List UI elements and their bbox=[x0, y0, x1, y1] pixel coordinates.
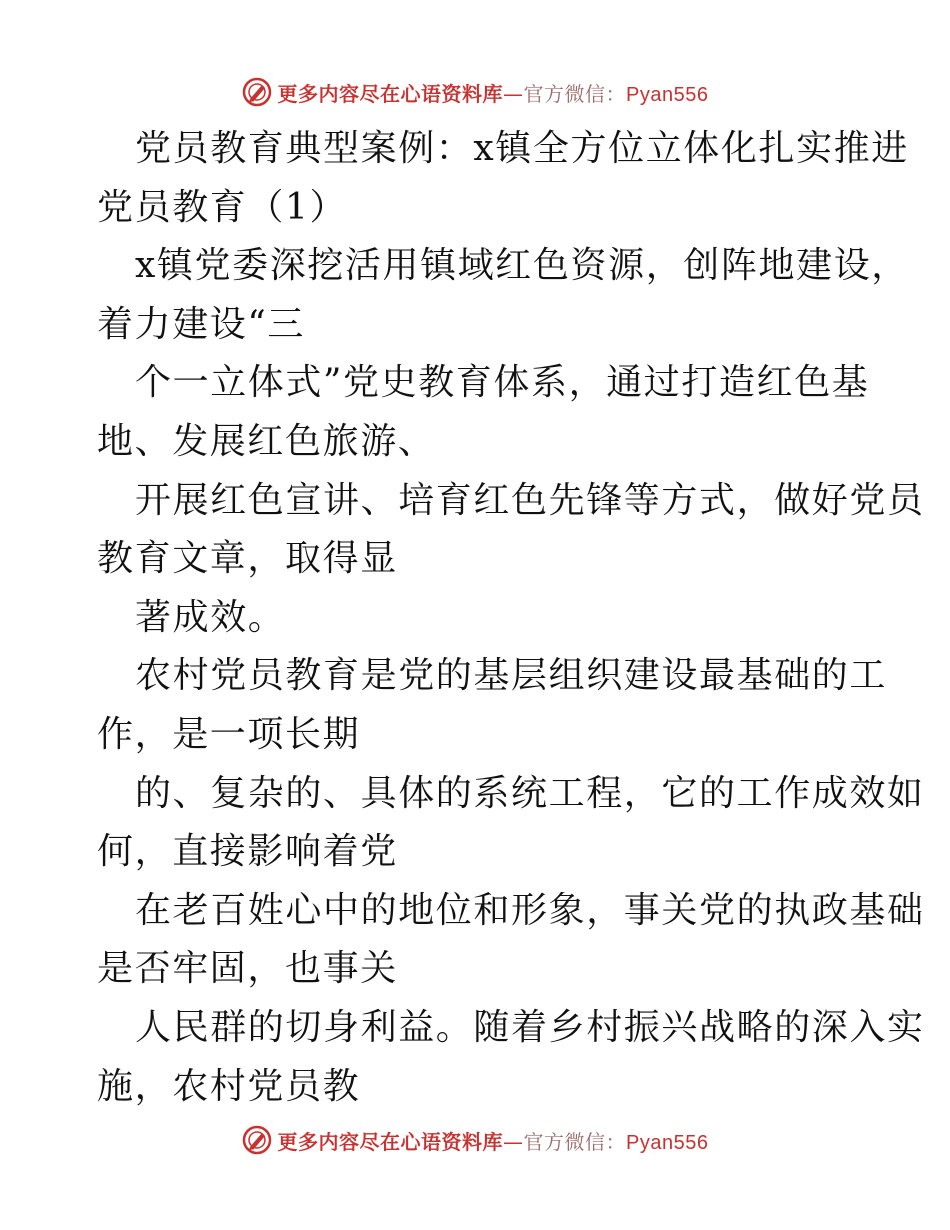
doc-line: 开展红色宣讲、培育红色先锋等方式，做好党员 bbox=[135, 479, 925, 521]
pen-logo-icon bbox=[242, 1125, 272, 1155]
doc-line: 农村党员教育是党的基层组织建设最基础的工 bbox=[135, 655, 888, 697]
watermark-dash: — bbox=[503, 1129, 524, 1154]
doc-line: 教育文章，取得显 bbox=[97, 538, 398, 580]
doc-title-line-2: 党员教育（1） bbox=[97, 186, 348, 228]
doc-line: 在老百姓心中的地位和形象，事关党的执政基础 bbox=[135, 889, 925, 931]
doc-line: 何，直接影响着党 bbox=[97, 831, 398, 873]
doc-line: 著成效。 bbox=[135, 596, 286, 638]
doc-line: 人民群的切身利益。随着乡村振兴战略的深入实 bbox=[135, 1006, 925, 1048]
doc-line: 作，是一项长期 bbox=[97, 713, 361, 755]
footer-watermark bbox=[0, 1120, 950, 1160]
document-body bbox=[97, 120, 925, 1116]
watermark-wechat-label: 官方微信： bbox=[523, 81, 627, 106]
watermark-wechat-id: Pyan556 bbox=[626, 83, 709, 106]
watermark-brand: 更多内容尽在心语资料库 bbox=[277, 81, 504, 106]
watermark-dash: — bbox=[503, 81, 524, 106]
doc-line: 施，农村党员教 bbox=[97, 1065, 361, 1107]
doc-line: 着力建设“三 bbox=[97, 303, 306, 345]
doc-line: 地、发展红色旅游、 bbox=[97, 420, 436, 462]
header-watermark bbox=[0, 72, 950, 112]
watermark-wechat-id: Pyan556 bbox=[626, 1131, 709, 1154]
pen-logo-icon bbox=[242, 77, 272, 107]
watermark-wechat-label: 官方微信： bbox=[523, 1129, 627, 1154]
doc-line: 个一立体式”党史教育体系，通过打造红色基 bbox=[135, 362, 870, 404]
doc-line: x镇党委深挖活用镇域红色资源，创阵地建设， bbox=[135, 245, 909, 287]
doc-title-line-1: 党员教育典型案例：x镇全方位立体化扎实推进 bbox=[135, 128, 909, 169]
doc-line: 的、复杂的、具体的系统工程，它的工作成效如 bbox=[135, 772, 925, 814]
watermark-brand: 更多内容尽在心语资料库 bbox=[277, 1129, 504, 1154]
doc-line: 是否牢固，也事关 bbox=[97, 948, 398, 990]
